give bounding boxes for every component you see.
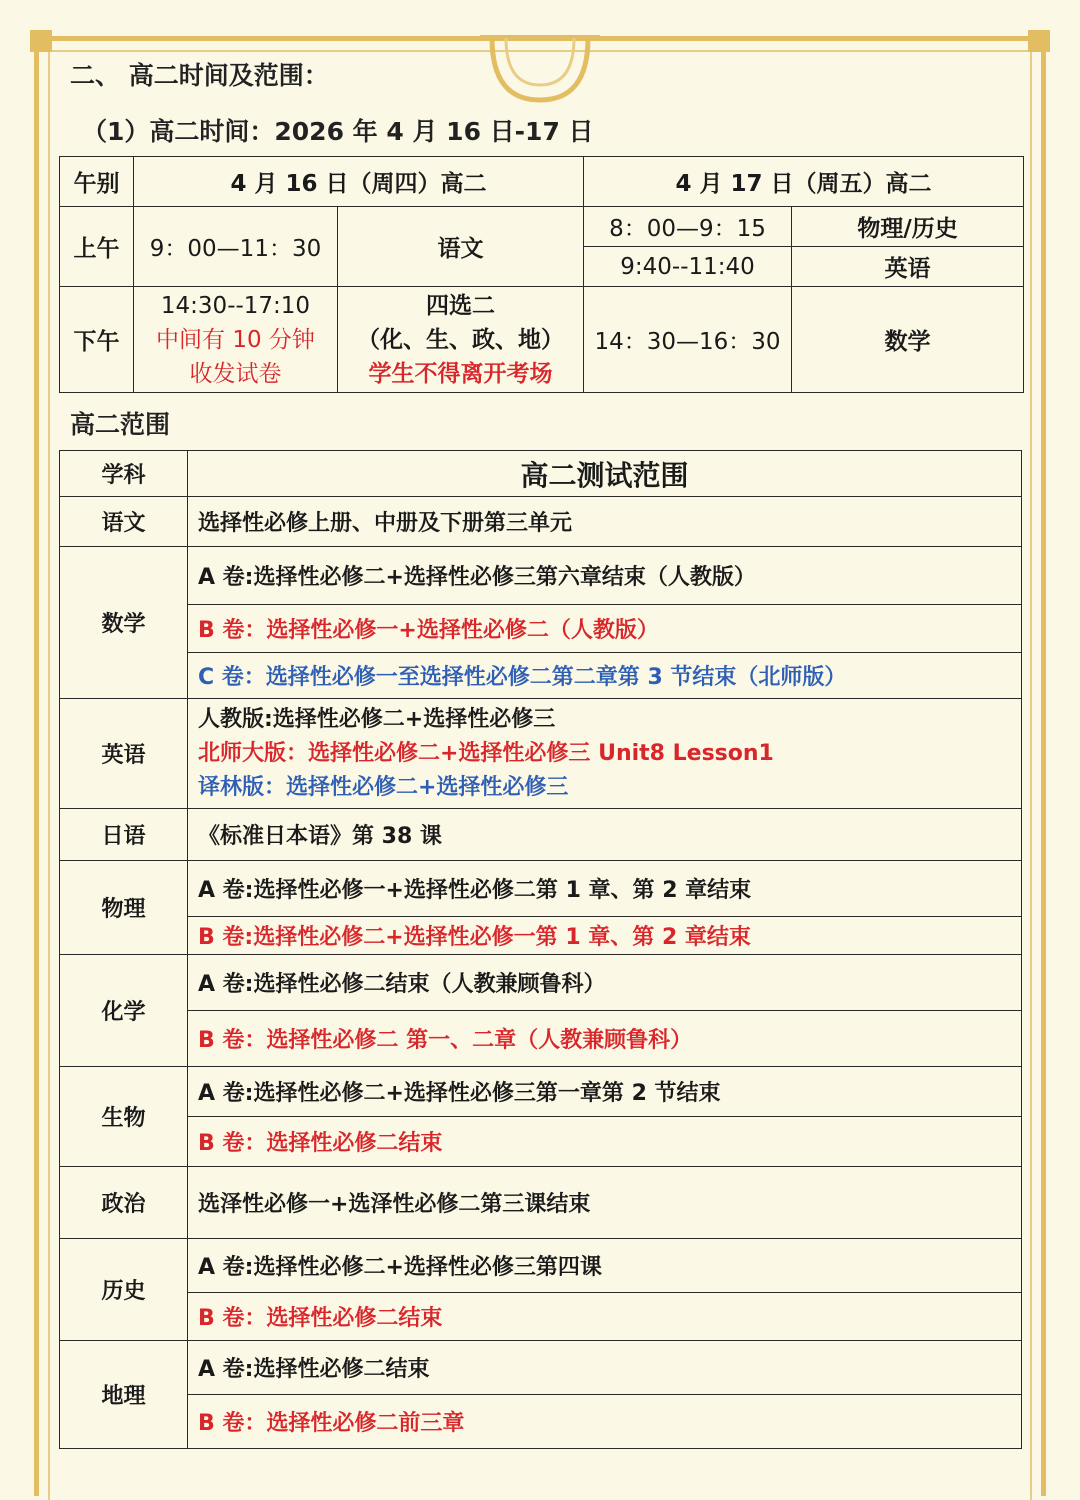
subject-chemistry: 化学: [60, 955, 188, 1067]
day2-header: 4 月 17 日（周五）高二: [584, 157, 1024, 207]
d2-pm-time: 14：30—16：30: [584, 287, 792, 393]
pm-label: 下午: [60, 287, 134, 393]
am-label: 上午: [60, 207, 134, 287]
d1-pm-cell: [134, 287, 338, 393]
time-subtitle: （1）高二时间：2026 年 4 月 16 日-17 日: [82, 117, 594, 146]
subject-english: 英语: [60, 699, 188, 809]
d1-pm-subject2: （化、生、政、地）: [357, 326, 564, 353]
subject-biology: 生物: [60, 1067, 188, 1167]
col-subject-header: 学科: [60, 451, 188, 497]
d1-pm-subject-cell: [338, 287, 584, 393]
scope-history-b: B 卷：选择性必修二结束: [188, 1293, 1022, 1341]
d2-am-subject2: 英语: [792, 247, 1024, 287]
scope-table: [59, 450, 1022, 1449]
ornament-icon: [470, 30, 610, 110]
scope-math-c: C 卷：选择性必修一至选择性必修二第二章第 3 节结束（北师版）: [188, 653, 1022, 699]
d1-pm-subject1: 四选二: [426, 292, 495, 319]
frame-corner-right: [1028, 30, 1050, 52]
d1-pm-note1: 中间有 10 分钟: [156, 326, 315, 353]
scope-geography-a: A 卷:选择性必修二结束: [188, 1341, 1022, 1395]
scope-chemistry-b: B 卷：选择性必修二 第一、二章（人教兼顾鲁科）: [188, 1011, 1022, 1067]
scope-japanese: 《标准日本语》第 38 课: [188, 809, 1022, 861]
scope-politics: 选泽性必修一+选泽性必修二第三课结束: [188, 1167, 1022, 1239]
scope-history-a: A 卷:选择性必修二+选择性必修三第四课: [188, 1239, 1022, 1293]
scope-english-l1: 人教版:选择性必修二+选择性必修三: [198, 706, 556, 732]
scope-math-b: B 卷：选择性必修一+选择性必修二（人教版）: [188, 605, 1022, 653]
subject-politics: 政治: [60, 1167, 188, 1239]
d2-pm-subject: 数学: [792, 287, 1024, 393]
d1-am-subject: 语文: [338, 207, 584, 287]
d2-am-time2: 9:40--11:40: [584, 247, 792, 287]
d1-pm-warning: 学生不得离开考场: [368, 360, 553, 387]
subject-japanese: 日语: [60, 809, 188, 861]
scope-physics-a: A 卷:选择性必修一+选择性必修二第 1 章、第 2 章结束: [188, 861, 1022, 917]
section-title: 二、 高二时间及范围：: [70, 61, 329, 90]
d1-pm-note2: 收发试卷: [189, 360, 282, 387]
scope-biology-a: A 卷:选择性必修二+选择性必修三第一章第 2 节结束: [188, 1067, 1022, 1117]
scope-chemistry-a: A 卷:选择性必修二结束（人教兼顾鲁科）: [188, 955, 1022, 1011]
d2-am-time1: 8：00—9：15: [584, 207, 792, 247]
scope-geography-b: B 卷：选择性必修二前三章: [188, 1395, 1022, 1449]
subject-physics: 物理: [60, 861, 188, 955]
scope-title: 高二范围: [70, 410, 171, 439]
day1-header: 4 月 16 日（周四）高二: [134, 157, 584, 207]
col-period-header: 午别: [60, 157, 134, 207]
d1-am-time: 9：00—11：30: [134, 207, 338, 287]
d1-pm-time: 14:30--17:10: [160, 292, 311, 319]
scope-math-a: A 卷:选择性必修二+选择性必修三第六章结束（人教版）: [188, 547, 1022, 605]
subject-chinese: 语文: [60, 497, 188, 547]
subject-history: 历史: [60, 1239, 188, 1341]
scope-chinese: 选择性必修上册、中册及下册第三单元: [188, 497, 1022, 547]
scope-english-l3: 译林版：选择性必修二+选择性必修三: [198, 774, 569, 800]
scope-english-l2: 北师大版：选择性必修二+选择性必修三 Unit8 Lesson1: [198, 740, 774, 766]
scope-english-cell: [188, 699, 1022, 809]
subject-math: 数学: [60, 547, 188, 699]
frame-corner-left: [30, 30, 52, 52]
d2-am-subject1: 物理/历史: [792, 207, 1024, 247]
scope-physics-b: B 卷:选择性必修二+选择性必修一第 1 章、第 2 章结束: [188, 917, 1022, 955]
schedule-table: [59, 156, 1024, 393]
subject-geography: 地理: [60, 1341, 188, 1449]
col-scope-header: 高二测试范围: [188, 451, 1022, 497]
scope-biology-b: B 卷：选择性必修二结束: [188, 1117, 1022, 1167]
